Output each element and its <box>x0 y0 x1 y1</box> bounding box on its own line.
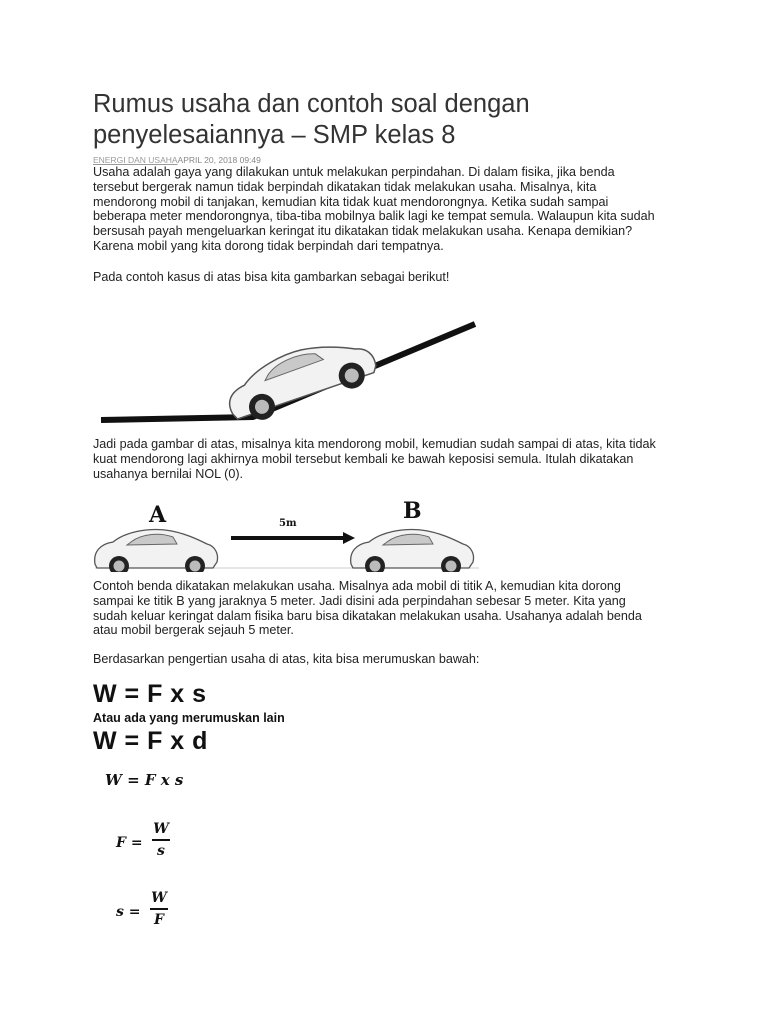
article-title: Rumus usaha dan contoh soal dengan penyelesaiannya – SMP kelas 8 <box>93 90 530 149</box>
paragraph-formula-intro: Berdasarkan pengertian usaha di atas, kita bisa merumuskan bawah: <box>93 652 480 666</box>
car-on-slope-image <box>93 300 483 430</box>
equation-w: W = F x s <box>105 771 184 789</box>
equation-s-lhs: s = <box>116 904 141 920</box>
equation-f-denominator: s <box>157 842 165 859</box>
equation-s-fraction <box>150 890 168 928</box>
label-b: B <box>403 498 422 524</box>
paragraph-work-example: Contoh benda dikatakan melakukan usaha. Misalnya ada mobil di titik A, kemudian kita dorong sampai ke titik B yang jaraknya 5 meter. Jadi disini ada perpindahan sebesar 5 meter. Kita yang sudah keluar keringat dalam fisika baru bisa dikatakan melakukan usaha. Usahanya adalah benda atau mobil bergerak sejauh 5 meter. <box>93 579 642 638</box>
paragraph-example-intro: Pada contoh kasus di atas bisa kita gambarkan sebagai berikut! <box>93 270 450 284</box>
equation-f-numerator: W <box>153 821 169 837</box>
formula-w-f-s: W = F x s <box>93 680 207 708</box>
category-link[interactable]: ENERGI DAN USAHA <box>93 155 178 165</box>
equation-f-lhs: F = <box>116 835 143 851</box>
paragraph-zero-work: Jadi pada gambar di atas, misalnya kita mendorong mobil, kemudian sudah sampai di atas, kita tidak kuat mendorong lagi akhirnya mobil tersebut kembali ke bawah keposisi semula. Itulah dikatakan usahanya bernilai NOL (0). <box>93 437 656 481</box>
post-date: APRIL 20, 2018 09:49 <box>177 155 261 165</box>
equation-f-fraction <box>152 821 170 859</box>
equation-s-denominator: F <box>154 911 164 928</box>
car-a-to-b-image <box>93 492 481 572</box>
equation-s-numerator: W <box>151 890 167 906</box>
alternate-formula-label: Atau ada yang merumuskan lain <box>93 711 285 725</box>
formula-w-f-d: W = F x d <box>93 727 208 755</box>
label-a: A <box>149 502 167 528</box>
distance-label: 5m <box>279 518 297 529</box>
paragraph-intro: Usaha adalah gaya yang dilakukan untuk melakukan perpindahan. Di dalam fisika, jika benda tersebut bergerak namun tidak berpindah dikatakan tidak melakukan usaha. Misalnya, kita mendorong mobil di tanjakan, kemudian kita tidak kuat mendorongnya. Ketika sudah sampai beberapa meter mendorongnya, tiba-tiba mobilnya balik lagi ke tempat semula. Walaupun kita sudah bersusah payah mengeluarkan keringat itu dikatakan tidak melakukan usaha. Kenapa demikian? Karena mobil yang kita dorong tidak berpindah dari tempatnya. <box>93 165 655 253</box>
